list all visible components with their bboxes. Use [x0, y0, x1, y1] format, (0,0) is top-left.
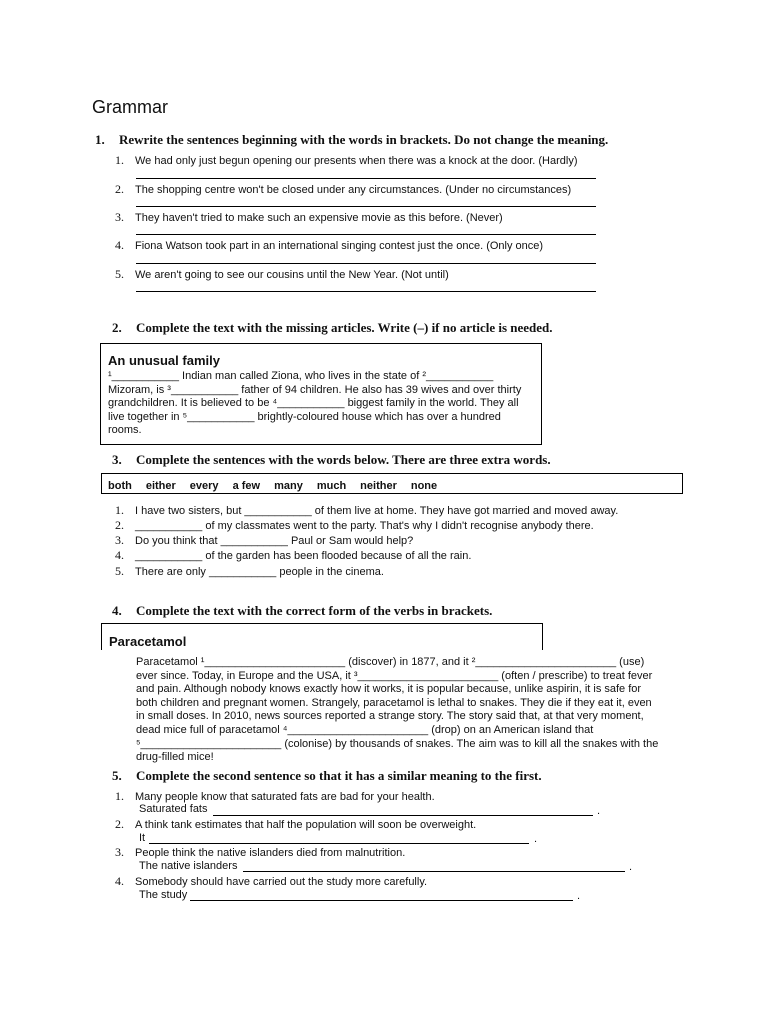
answer-line[interactable] [243, 871, 625, 872]
item-text: I have two sisters, but ___________ of them live at home. They have got married and moved away. [135, 505, 619, 517]
item-text: Do you think that ___________ Paul or Sam would help? [135, 535, 414, 547]
exercise-instruction: Rewrite the sentences beginning with the words in brackets. Do not change the meaning. [119, 132, 609, 147]
word-bank-word: either [145, 480, 176, 492]
exercise-1-item [115, 210, 503, 225]
sentence-start: Saturated fats [139, 803, 208, 815]
exercise-5-item [115, 874, 427, 889]
exercise-5-item [115, 845, 405, 860]
word-bank [101, 473, 683, 494]
item-text: ___________ of the garden has been flooded because of all the rain. [135, 550, 472, 562]
answer-line[interactable] [136, 178, 596, 179]
paragraph-line: ¹___________ Indian man called Ziona, who lives in the state of ²___________ [108, 370, 494, 382]
word-bank-word: much [316, 480, 347, 492]
exercise-number: 5. [112, 768, 122, 783]
word-bank-word: every [189, 480, 219, 492]
item-text: We had only just begun opening our presents when there was a knock at the door. (Hardly) [135, 155, 578, 167]
sentence-start: The native islanders [139, 860, 238, 872]
item-text: Fiona Watson took part in an international singing contest just the once. (Only once) [135, 240, 544, 252]
exercise-3-heading [112, 452, 551, 468]
paragraph-line: Paracetamol ¹_______________________ (discover) in 1877, and it ²_______________________ (use) [136, 656, 645, 668]
paragraph-line: dead mice full of paracetamol ⁴_______________________ (drop) on an American island that [136, 723, 594, 736]
item-text: A think tank estimates that half the population will soon be overweight. [135, 819, 477, 831]
exercise-1-item [115, 153, 578, 168]
paragraph-line: rooms. [108, 424, 142, 437]
exercise-instruction: Complete the second sentence so that it has a similar meaning to the first. [136, 768, 542, 783]
answer-line[interactable] [190, 900, 573, 901]
item-number: 2. [115, 182, 124, 196]
exercise-5-heading [112, 768, 542, 784]
item-number: 3. [115, 210, 124, 224]
sentence-end: . [577, 890, 581, 902]
answer-line[interactable] [136, 234, 596, 235]
exercise-number: 2. [112, 320, 122, 335]
word-bank-word: many [274, 480, 303, 492]
exercise-4-heading [112, 603, 492, 619]
sentence-start: It [139, 832, 146, 844]
paragraph-line: Mizoram, is ³___________ father of 94 children. He also has 39 wives and over thirty [108, 383, 522, 396]
exercise-3-item [115, 564, 384, 579]
item-text: We aren't going to see our cousins until the New Year. (Not until) [135, 269, 449, 281]
item-number: 1. [115, 153, 124, 167]
item-text: The shopping centre won't be closed under any circumstances. (Under no circumstances) [135, 184, 572, 196]
item-number: 4. [115, 238, 124, 252]
exercise-instruction: Complete the text with the correct form of the verbs in brackets. [136, 603, 493, 618]
paragraph-line: drug-filled mice! [136, 751, 214, 764]
sentence-end: . [534, 833, 538, 845]
exercise-3-item [115, 533, 413, 548]
item-text: Somebody should have carried out the study more carefully. [135, 876, 428, 888]
exercise-number: 4. [112, 603, 122, 618]
exercise-5-item [115, 817, 476, 832]
item-number: 1. [115, 789, 124, 803]
item-number: 2. [115, 817, 124, 831]
item-number: 4. [115, 548, 124, 562]
item-number: 3. [115, 533, 124, 547]
exercise-1-item [115, 182, 571, 197]
exercise-3-item [115, 548, 471, 563]
exercise-3-item [115, 518, 594, 533]
exercise-1-heading [95, 132, 608, 148]
exercise-number: 3. [112, 452, 122, 467]
item-text: They haven't tried to make such an expensive movie as this before. (Never) [135, 212, 503, 224]
page-title: Grammar [92, 97, 168, 117]
item-number: 4. [115, 874, 124, 888]
answer-line[interactable] [213, 815, 593, 816]
box-paragraph [108, 370, 521, 438]
answer-line[interactable] [136, 263, 596, 264]
item-text: There are only ___________ people in the cinema. [135, 566, 384, 578]
exercise-2-heading [112, 320, 553, 336]
text-box-unusual-family [100, 343, 542, 445]
sentence-end: . [597, 805, 601, 817]
paragraph-line: grandchildren. It is believed to be ⁴___________ biggest family in the world. They all [108, 397, 519, 410]
text-box-paracetamol [101, 623, 543, 650]
exercise-instruction: Complete the text with the missing articles. Write (–) if no article is needed. [136, 320, 553, 335]
box-title: Paracetamol [109, 634, 187, 649]
sentence-start: The study [139, 889, 188, 901]
word-bank-word: both [108, 480, 132, 492]
item-number: 5. [115, 564, 124, 578]
exercise-3-item [115, 503, 618, 518]
item-text: Many people know that saturated fats are bad for your health. [135, 791, 435, 803]
answer-line[interactable] [136, 291, 596, 292]
box-paragraph [136, 656, 658, 765]
box-title: An unusual family [108, 353, 220, 368]
paragraph-line: ⁵_______________________ (colonise) by thousands of snakes. The aim was to kill all the snakes with the [136, 737, 659, 750]
paragraph-line: both children and pregnant women. Strangely, paracetamol is lethal to snakes. They die if they eat it, even [136, 696, 652, 709]
exercise-instruction: Complete the sentences with the words below. There are three extra words. [136, 452, 551, 467]
item-number: 5. [115, 267, 124, 281]
item-text: ___________ of my classmates went to the party. That's why I didn't recognise anybody there. [135, 520, 594, 532]
word-bank-word: neither [360, 480, 397, 492]
exercise-1-item [115, 238, 543, 253]
answer-line[interactable] [136, 206, 596, 207]
item-number: 3. [115, 845, 124, 859]
exercise-number: 1. [95, 132, 105, 147]
paragraph-line: and pain. Although nobody knows exactly how it works, it is popular because, unlike aspirin, it is safe for [136, 683, 642, 696]
exercise-1-item [115, 267, 449, 282]
word-bank-word: a few [232, 480, 261, 492]
paragraph-line: live together in ⁵___________ brightly-coloured house which has over a hundred [108, 410, 501, 423]
paragraph-line: in small doses. In 2010, news sources reported a strange story. The story said that, at that very moment, [136, 710, 644, 723]
sentence-end: . [629, 861, 633, 873]
item-text: People think the native islanders died from malnutrition. [135, 847, 406, 859]
word-bank-word: none [410, 480, 438, 492]
paragraph-line: ever since. Today, in Europe and the USA, it ³_______________________ (often / prescribe) to treat fever [136, 669, 653, 682]
item-number: 2. [115, 518, 124, 532]
answer-line[interactable] [149, 843, 529, 844]
item-number: 1. [115, 503, 124, 517]
